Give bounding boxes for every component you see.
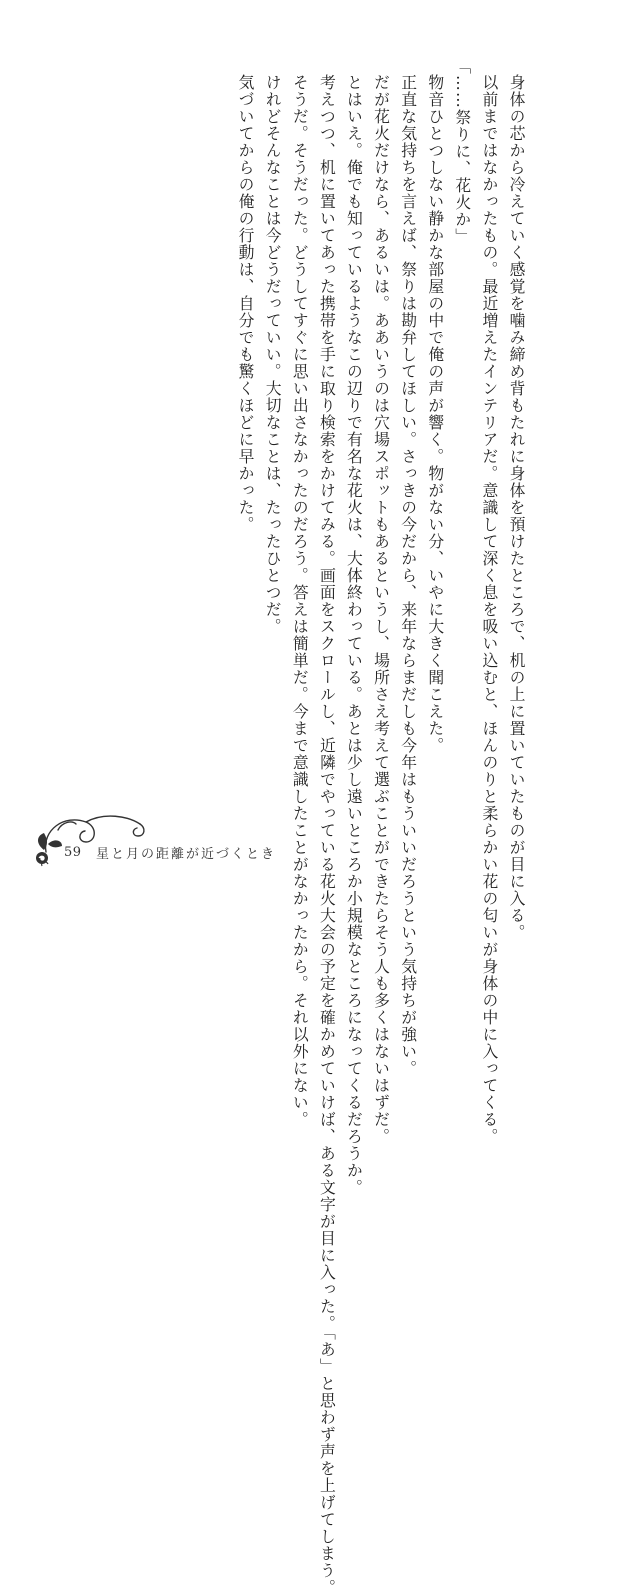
running-title: 星と月の距離が近づくとき — [96, 847, 277, 862]
paragraph: 以前まではなかったもの。最近増えたインテリアだ。意識して深く息を吸い込むと、ほんのりと柔らかい花の匂いが身体の中に入ってくる。 — [479, 73, 499, 1145]
page-number: 59 — [64, 845, 82, 860]
paragraph: けれどそんなことは今どうだっていい。大切なことは、たったひとつだ。 — [263, 73, 283, 635]
body-text — [232, 58, 530, 1596]
dialogue-paragraph: 「……祭りに、花火か」 — [452, 58, 472, 245]
paragraph: そうだ。そうだった。どうしてすぐに思い出さなかったのだろう。答えは簡単だ。今まで意識したことがなかったから。それ以外にない。 — [290, 73, 310, 1128]
paragraph: 身体の芯から冷えていく感覚を噛み締め背もたれに身体を預けたところで、机の上に置いていたものが目に入る。 — [507, 73, 526, 941]
paragraph: だが花火だけなら、あるいは。ああいうのは穴場スポットもあるというし、場所さえ考えて選ぶことができたらそう人も多くはないはずだ。 — [371, 73, 391, 1145]
paragraph: 正直な気持ちを言えば、祭りは勘弁してほしい。さっきの今だから、来年ならまだしも今年はもういいだろうという気持ちが強い。 — [398, 73, 418, 1077]
paragraph: とはいえ。俺でも知っているようなこの辺りで有名な花火は、大体終わっている。あとは少し遠いところか小規模なところになってくるだろうか。 — [344, 73, 364, 1196]
paragraph: 物音ひとつしない静かな部屋の中で俺の声が響く。物がない分、いやに大きく聞こえた。 — [425, 73, 445, 754]
paragraph: 気づいてからの俺の行動は、自分でも驚くほどに早かった。 — [236, 73, 256, 533]
paragraph: 考えつつ、机に置いてあった携帯を手に取り検索をかけてみる。画面をスクロールし、近隣でやっている花火大会の予定を確かめていけば、ある文字が目に入った。「あ」と思わず声を上げてしまう。 — [317, 73, 337, 1596]
page-footer — [24, 800, 324, 870]
